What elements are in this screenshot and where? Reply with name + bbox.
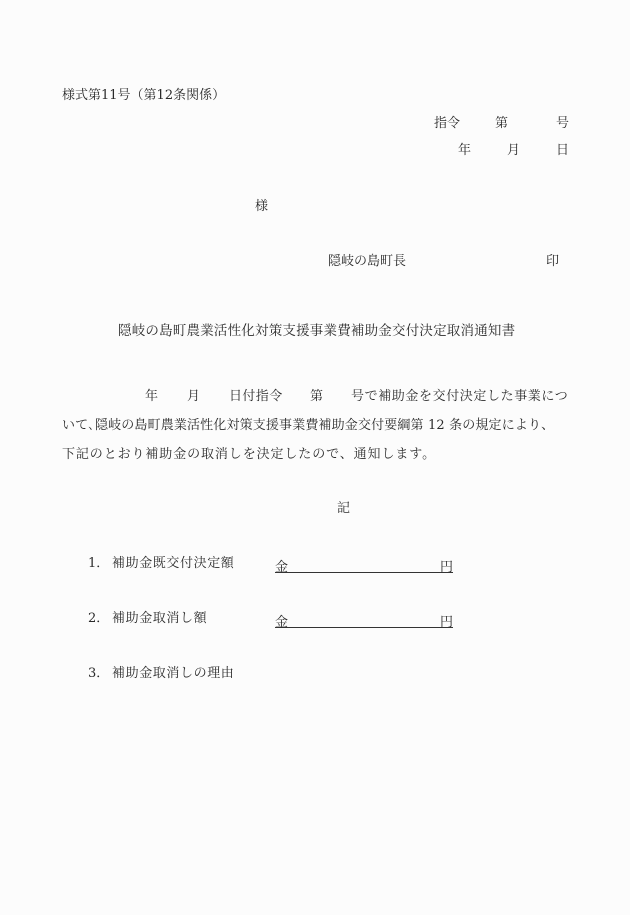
item-1-label: 補助金既交付決定額 [112,556,235,571]
date-day: 日 [556,143,570,158]
body-line2: いて､隠岐の島町農業活性化対策支援事業費補助金交付要綱第 12 条の規定により、 [62,418,555,433]
body-year: 年 [145,389,159,404]
item-1-prefix: 金 [275,560,289,575]
body-month: 月 [187,389,201,404]
document-title: 隠岐の島町農業活性化対策支援事業費補助金交付決定取消通知書 [118,323,516,339]
body-dai: 第 [310,389,324,404]
order-go: 号 [556,116,570,131]
body-line3: 下記のとおり補助金の取消しを決定したので、通知します。 [62,447,437,462]
date-month: 月 [507,143,521,158]
form-label: 様式第11号（第12条関係） [62,88,226,103]
date-year: 年 [458,143,472,158]
item-3-number: 3． [88,666,110,681]
item-1-amount-field[interactable] [275,556,453,573]
issuer-name: 隠岐の島町長 [328,254,407,269]
item-2-prefix: 金 [275,615,289,630]
item-2-amount-field[interactable] [275,611,453,628]
addressee-suffix: 様 [255,199,269,214]
order-prefix: 指令 [434,116,461,131]
issuer-seal: 印 [546,254,560,269]
body-line1-rest: 号で補助金を交付決定した事業につ [351,389,569,404]
item-1-number: 1． [88,556,110,571]
item-2-label: 補助金取消し額 [112,611,208,626]
ki-marker: 記 [337,501,351,516]
item-1-suffix: 円 [439,560,453,575]
item-3-label: 補助金取消しの理由 [112,666,235,681]
order-dai: 第 [495,116,509,131]
item-2-number: 2． [88,611,110,626]
item-2-suffix: 円 [439,615,453,630]
body-day-order: 日付指令 [229,389,283,404]
